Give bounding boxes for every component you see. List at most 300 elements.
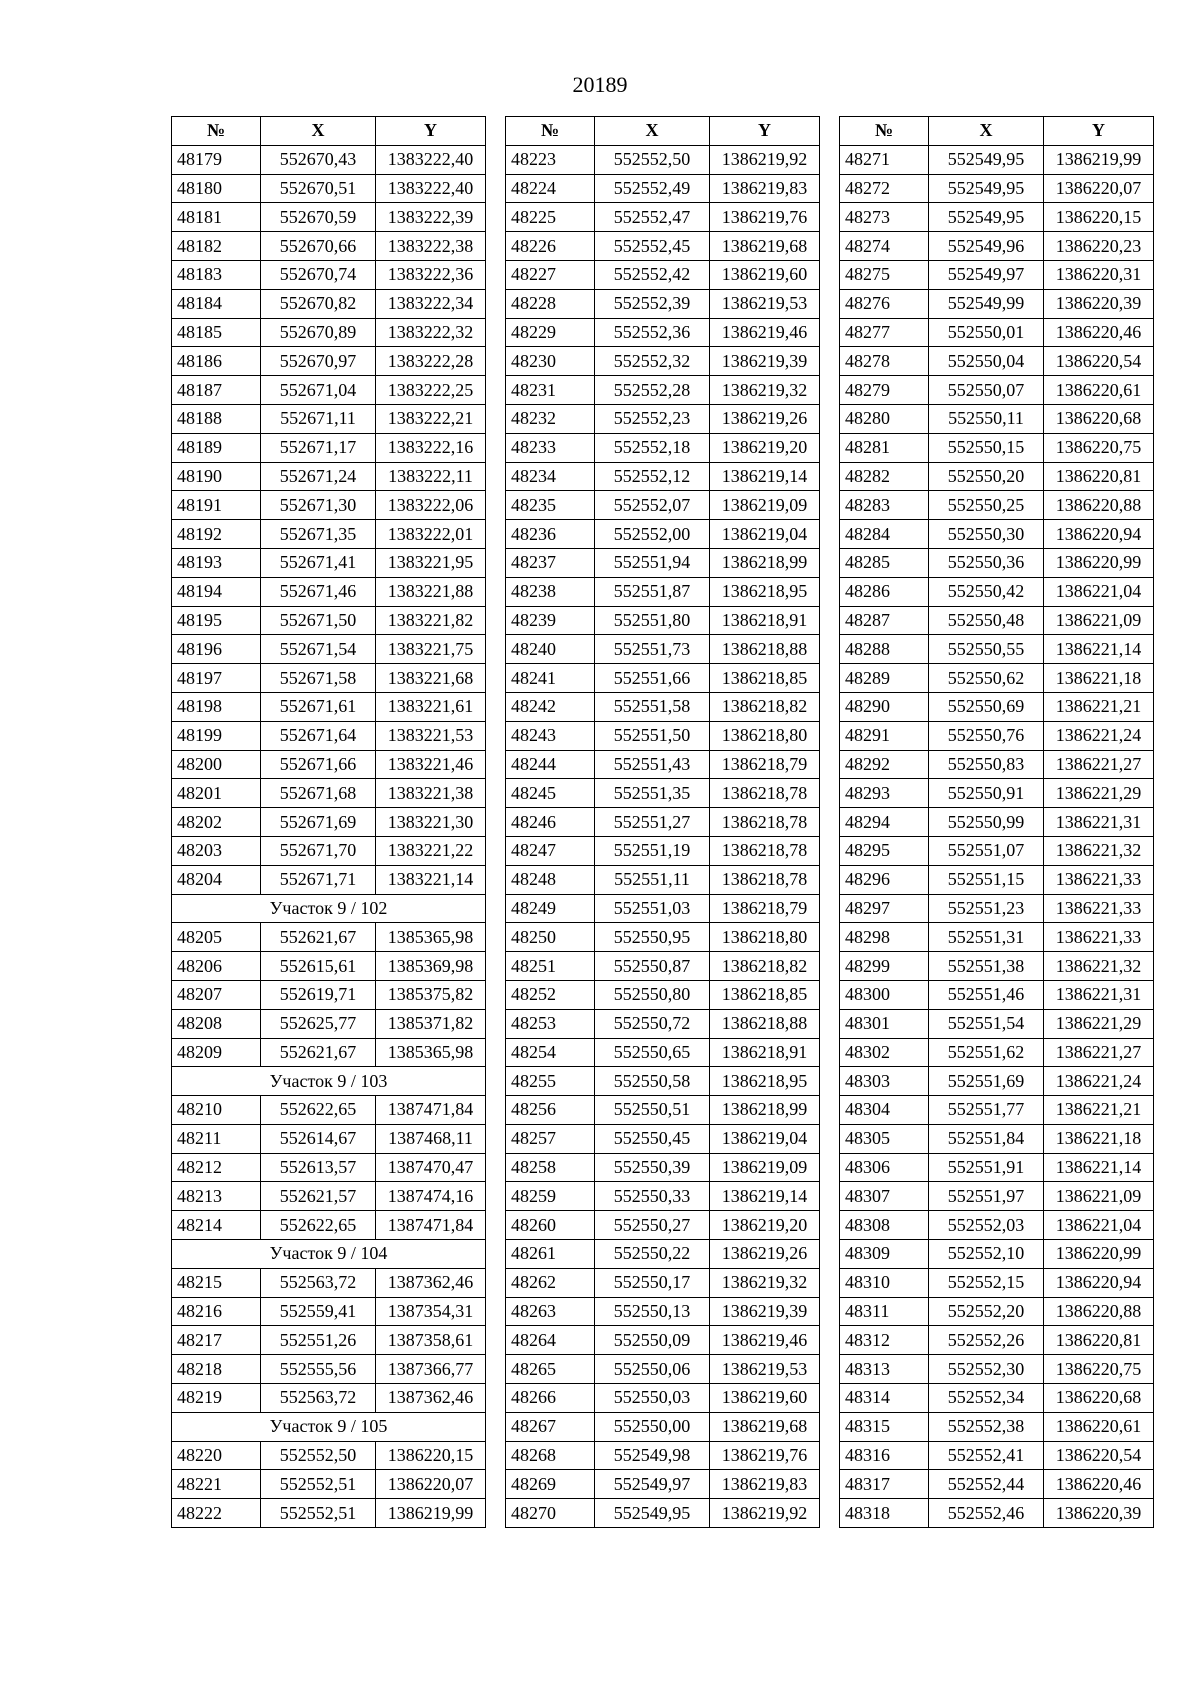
table-row — [506, 404, 820, 433]
table-row — [840, 491, 1154, 520]
x-coordinate-cell: 552549,98 — [595, 1441, 710, 1470]
x-coordinate-cell: 552615,61 — [261, 952, 376, 981]
y-coordinate-cell: 1386218,99 — [710, 1096, 820, 1125]
x-coordinate-cell: 552670,82 — [261, 289, 376, 318]
x-coordinate-cell: 552552,39 — [595, 289, 710, 318]
table-row — [172, 836, 486, 865]
x-coordinate-cell: 552550,03 — [595, 1384, 710, 1413]
y-coordinate-cell: 1386219,92 — [710, 145, 820, 174]
point-number-cell: 48217 — [172, 1326, 261, 1355]
y-coordinate-cell: 1386221,09 — [1044, 606, 1154, 635]
y-coordinate-cell: 1386220,61 — [1044, 376, 1154, 405]
table-row — [840, 721, 1154, 750]
table-row — [840, 1211, 1154, 1240]
x-coordinate-cell: 552670,59 — [261, 203, 376, 232]
y-coordinate-cell: 1386220,46 — [1044, 318, 1154, 347]
table-row — [506, 1441, 820, 1470]
header-row — [840, 117, 1154, 146]
page-number: 20189 — [572, 72, 628, 97]
table-row — [506, 1268, 820, 1297]
table-row — [840, 1038, 1154, 1067]
point-number-cell: 48224 — [506, 174, 595, 203]
x-coordinate-cell: 552550,69 — [929, 692, 1044, 721]
x-coordinate-cell: 552552,30 — [929, 1355, 1044, 1384]
point-number-cell: 48314 — [840, 1384, 929, 1413]
table-row — [506, 1153, 820, 1182]
table-row — [840, 1412, 1154, 1441]
x-coordinate-cell: 552550,27 — [595, 1211, 710, 1240]
point-number-cell: 48246 — [506, 808, 595, 837]
table-row — [506, 347, 820, 376]
table-row — [840, 779, 1154, 808]
table-row — [506, 433, 820, 462]
y-coordinate-cell: 1386221,33 — [1044, 894, 1154, 923]
point-number-cell: 48311 — [840, 1297, 929, 1326]
x-coordinate-cell: 552551,35 — [595, 779, 710, 808]
table-row — [506, 721, 820, 750]
y-coordinate-cell: 1386219,60 — [710, 1384, 820, 1413]
y-coordinate-cell: 1386221,18 — [1044, 1124, 1154, 1153]
table-row — [172, 347, 486, 376]
x-coordinate-cell: 552670,97 — [261, 347, 376, 376]
table-row — [506, 462, 820, 491]
x-coordinate-cell: 552550,83 — [929, 750, 1044, 779]
table-row — [172, 635, 486, 664]
y-coordinate-cell: 1383222,34 — [376, 289, 486, 318]
x-coordinate-cell: 552551,62 — [929, 1038, 1044, 1067]
table-row — [172, 232, 486, 261]
y-coordinate-cell: 1386220,07 — [376, 1470, 486, 1499]
point-number-cell: 48193 — [172, 548, 261, 577]
y-coordinate-cell: 1386221,04 — [1044, 577, 1154, 606]
y-coordinate-cell: 1386218,88 — [710, 1009, 820, 1038]
y-coordinate-cell: 1387362,46 — [376, 1268, 486, 1297]
point-number-cell: 48266 — [506, 1384, 595, 1413]
x-coordinate-cell: 552671,70 — [261, 836, 376, 865]
table-row — [172, 376, 486, 405]
table-row — [172, 606, 486, 635]
point-number-cell: 48196 — [172, 635, 261, 664]
table-row — [172, 980, 486, 1009]
point-number-cell: 48270 — [506, 1499, 595, 1528]
x-coordinate-cell: 552551,23 — [929, 894, 1044, 923]
table-row — [840, 1096, 1154, 1125]
x-coordinate-cell: 552550,13 — [595, 1297, 710, 1326]
table-row — [506, 1326, 820, 1355]
x-coordinate-cell: 552563,72 — [261, 1268, 376, 1297]
x-coordinate-cell: 552552,23 — [595, 404, 710, 433]
table-row — [840, 836, 1154, 865]
y-coordinate-cell: 1386220,15 — [1044, 203, 1154, 232]
x-coordinate-cell: 552670,66 — [261, 232, 376, 261]
x-coordinate-cell: 552671,11 — [261, 404, 376, 433]
y-coordinate-cell: 1386220,99 — [1044, 1240, 1154, 1269]
y-coordinate-cell: 1386220,75 — [1044, 433, 1154, 462]
y-coordinate-cell: 1387468,11 — [376, 1124, 486, 1153]
point-number-cell: 48303 — [840, 1067, 929, 1096]
y-coordinate-cell: 1383222,06 — [376, 491, 486, 520]
x-coordinate-cell: 552622,65 — [261, 1211, 376, 1240]
point-number-cell: 48225 — [506, 203, 595, 232]
point-number-cell: 48228 — [506, 289, 595, 318]
x-coordinate-cell: 552619,71 — [261, 980, 376, 1009]
x-coordinate-cell: 552671,64 — [261, 721, 376, 750]
table-row — [506, 836, 820, 865]
x-coordinate-cell: 552549,95 — [929, 174, 1044, 203]
point-number-cell: 48295 — [840, 836, 929, 865]
x-coordinate-cell: 552550,15 — [929, 433, 1044, 462]
y-coordinate-cell: 1386218,91 — [710, 606, 820, 635]
y-coordinate-cell: 1386221,21 — [1044, 692, 1154, 721]
y-coordinate-cell: 1383222,40 — [376, 174, 486, 203]
point-number-cell: 48316 — [840, 1441, 929, 1470]
table-row — [506, 232, 820, 261]
y-coordinate-cell: 1386218,85 — [710, 664, 820, 693]
point-number-cell: 48213 — [172, 1182, 261, 1211]
point-number-cell: 48280 — [840, 404, 929, 433]
point-number-cell: 48318 — [840, 1499, 929, 1528]
table-row — [840, 404, 1154, 433]
x-coordinate-cell: 552559,41 — [261, 1297, 376, 1326]
y-coordinate-cell: 1386219,92 — [710, 1499, 820, 1528]
y-coordinate-cell: 1386220,68 — [1044, 1384, 1154, 1413]
x-coordinate-cell: 552550,00 — [595, 1412, 710, 1441]
table-row — [840, 203, 1154, 232]
point-number-cell: 48285 — [840, 548, 929, 577]
section-label: Участок 9 / 105 — [172, 1412, 486, 1441]
point-number-cell: 48263 — [506, 1297, 595, 1326]
x-coordinate-cell: 552552,18 — [595, 433, 710, 462]
section-label: Участок 9 / 102 — [172, 894, 486, 923]
point-number-cell: 48232 — [506, 404, 595, 433]
x-coordinate-cell: 552671,61 — [261, 692, 376, 721]
table-row — [506, 779, 820, 808]
point-number-cell: 48306 — [840, 1153, 929, 1182]
point-number-cell: 48272 — [840, 174, 929, 203]
y-coordinate-cell: 1383221,75 — [376, 635, 486, 664]
x-coordinate-cell: 552552,49 — [595, 174, 710, 203]
y-coordinate-cell: 1386219,46 — [710, 1326, 820, 1355]
x-coordinate-cell: 552550,65 — [595, 1038, 710, 1067]
table-row — [506, 520, 820, 549]
table-row — [506, 1240, 820, 1269]
point-number-cell: 48309 — [840, 1240, 929, 1269]
y-coordinate-cell: 1383221,82 — [376, 606, 486, 635]
x-coordinate-cell: 552550,11 — [929, 404, 1044, 433]
x-coordinate-cell: 552552,36 — [595, 318, 710, 347]
header-y: Y — [376, 117, 486, 146]
x-coordinate-cell: 552552,38 — [929, 1412, 1044, 1441]
table-row — [840, 1182, 1154, 1211]
x-coordinate-cell: 552622,65 — [261, 1096, 376, 1125]
x-coordinate-cell: 552671,71 — [261, 865, 376, 894]
point-number-cell: 48304 — [840, 1096, 929, 1125]
point-number-cell: 48281 — [840, 433, 929, 462]
point-number-cell: 48236 — [506, 520, 595, 549]
point-number-cell: 48189 — [172, 433, 261, 462]
x-coordinate-cell: 552550,25 — [929, 491, 1044, 520]
table-row — [172, 1470, 486, 1499]
y-coordinate-cell: 1383221,22 — [376, 836, 486, 865]
y-coordinate-cell: 1386218,78 — [710, 836, 820, 865]
point-number-cell: 48201 — [172, 779, 261, 808]
y-coordinate-cell: 1386219,14 — [710, 462, 820, 491]
point-number-cell: 48283 — [840, 491, 929, 520]
x-coordinate-cell: 552551,58 — [595, 692, 710, 721]
table-row — [840, 577, 1154, 606]
table-row — [172, 1182, 486, 1211]
x-coordinate-cell: 552550,87 — [595, 952, 710, 981]
point-number-cell: 48240 — [506, 635, 595, 664]
y-coordinate-cell: 1386220,88 — [1044, 1297, 1154, 1326]
table-row — [172, 462, 486, 491]
x-coordinate-cell: 552549,96 — [929, 232, 1044, 261]
x-coordinate-cell: 552671,35 — [261, 520, 376, 549]
x-coordinate-cell: 552550,01 — [929, 318, 1044, 347]
point-number-cell: 48261 — [506, 1240, 595, 1269]
y-coordinate-cell: 1386219,83 — [710, 174, 820, 203]
point-number-cell: 48287 — [840, 606, 929, 635]
point-number-cell: 48184 — [172, 289, 261, 318]
y-coordinate-cell: 1383222,11 — [376, 462, 486, 491]
point-number-cell: 48297 — [840, 894, 929, 923]
header-y: Y — [710, 117, 820, 146]
header-number: № — [172, 117, 261, 146]
x-coordinate-cell: 552551,94 — [595, 548, 710, 577]
point-number-cell: 48219 — [172, 1384, 261, 1413]
table-row — [172, 548, 486, 577]
x-coordinate-cell: 552551,84 — [929, 1124, 1044, 1153]
y-coordinate-cell: 1383221,95 — [376, 548, 486, 577]
y-coordinate-cell: 1386221,14 — [1044, 1153, 1154, 1182]
point-number-cell: 48223 — [506, 145, 595, 174]
y-coordinate-cell: 1386220,94 — [1044, 520, 1154, 549]
point-number-cell: 48181 — [172, 203, 261, 232]
x-coordinate-cell: 552671,69 — [261, 808, 376, 837]
table-row — [172, 1124, 486, 1153]
point-number-cell: 48180 — [172, 174, 261, 203]
y-coordinate-cell: 1386219,20 — [710, 1211, 820, 1240]
x-coordinate-cell: 552671,50 — [261, 606, 376, 635]
point-number-cell: 48229 — [506, 318, 595, 347]
x-coordinate-cell: 552625,77 — [261, 1009, 376, 1038]
header-row — [506, 117, 820, 146]
table-row — [840, 318, 1154, 347]
x-coordinate-cell: 552550,17 — [595, 1268, 710, 1297]
x-coordinate-cell: 552552,42 — [595, 260, 710, 289]
x-coordinate-cell: 552551,11 — [595, 865, 710, 894]
header-x: X — [261, 117, 376, 146]
table-row — [506, 174, 820, 203]
point-number-cell: 48244 — [506, 750, 595, 779]
table-row — [172, 203, 486, 232]
table-row — [506, 1124, 820, 1153]
x-coordinate-cell: 552551,77 — [929, 1096, 1044, 1125]
y-coordinate-cell: 1387362,46 — [376, 1384, 486, 1413]
point-number-cell: 48209 — [172, 1038, 261, 1067]
x-coordinate-cell: 552550,91 — [929, 779, 1044, 808]
table-row — [506, 1009, 820, 1038]
point-number-cell: 48291 — [840, 721, 929, 750]
point-number-cell: 48212 — [172, 1153, 261, 1182]
x-coordinate-cell: 552550,45 — [595, 1124, 710, 1153]
table-row — [172, 779, 486, 808]
y-coordinate-cell: 1386218,79 — [710, 750, 820, 779]
x-coordinate-cell: 552551,43 — [595, 750, 710, 779]
point-number-cell: 48278 — [840, 347, 929, 376]
point-number-cell: 48255 — [506, 1067, 595, 1096]
table-row — [506, 145, 820, 174]
table-row — [172, 1009, 486, 1038]
y-coordinate-cell: 1386218,85 — [710, 980, 820, 1009]
point-number-cell: 48197 — [172, 664, 261, 693]
x-coordinate-cell: 552551,19 — [595, 836, 710, 865]
point-number-cell: 48241 — [506, 664, 595, 693]
y-coordinate-cell: 1383222,16 — [376, 433, 486, 462]
y-coordinate-cell: 1386221,31 — [1044, 980, 1154, 1009]
point-number-cell: 48310 — [840, 1268, 929, 1297]
y-coordinate-cell: 1386219,04 — [710, 520, 820, 549]
x-coordinate-cell: 552551,46 — [929, 980, 1044, 1009]
point-number-cell: 48242 — [506, 692, 595, 721]
table-row — [840, 232, 1154, 261]
x-coordinate-cell: 552552,03 — [929, 1211, 1044, 1240]
y-coordinate-cell: 1386221,31 — [1044, 808, 1154, 837]
x-coordinate-cell: 552550,42 — [929, 577, 1044, 606]
table-row — [506, 1038, 820, 1067]
coordinates-table-2 — [505, 116, 820, 1528]
point-number-cell: 48230 — [506, 347, 595, 376]
table-row — [840, 347, 1154, 376]
point-number-cell: 48276 — [840, 289, 929, 318]
y-coordinate-cell: 1386220,54 — [1044, 1441, 1154, 1470]
x-coordinate-cell: 552550,20 — [929, 462, 1044, 491]
x-coordinate-cell: 552552,28 — [595, 376, 710, 405]
y-coordinate-cell: 1383221,30 — [376, 808, 486, 837]
y-coordinate-cell: 1386219,76 — [710, 203, 820, 232]
point-number-cell: 48277 — [840, 318, 929, 347]
table-row — [506, 1384, 820, 1413]
point-number-cell: 48267 — [506, 1412, 595, 1441]
x-coordinate-cell: 552552,20 — [929, 1297, 1044, 1326]
point-number-cell: 48188 — [172, 404, 261, 433]
table-row — [172, 1096, 486, 1125]
table-row — [506, 548, 820, 577]
x-coordinate-cell: 552670,74 — [261, 260, 376, 289]
point-number-cell: 48262 — [506, 1268, 595, 1297]
x-coordinate-cell: 552552,46 — [929, 1499, 1044, 1528]
table-row — [840, 1355, 1154, 1384]
table-row — [506, 1470, 820, 1499]
point-number-cell: 48317 — [840, 1470, 929, 1499]
y-coordinate-cell: 1386220,81 — [1044, 462, 1154, 491]
point-number-cell: 48211 — [172, 1124, 261, 1153]
point-number-cell: 48254 — [506, 1038, 595, 1067]
y-coordinate-cell: 1383222,28 — [376, 347, 486, 376]
x-coordinate-cell: 552621,67 — [261, 923, 376, 952]
point-number-cell: 48215 — [172, 1268, 261, 1297]
x-coordinate-cell: 552552,26 — [929, 1326, 1044, 1355]
x-coordinate-cell: 552671,68 — [261, 779, 376, 808]
point-number-cell: 48208 — [172, 1009, 261, 1038]
x-coordinate-cell: 552614,67 — [261, 1124, 376, 1153]
table-row — [840, 1124, 1154, 1153]
point-number-cell: 48226 — [506, 232, 595, 261]
point-number-cell: 48243 — [506, 721, 595, 750]
table-row — [172, 808, 486, 837]
table-row — [840, 520, 1154, 549]
x-coordinate-cell: 552551,15 — [929, 865, 1044, 894]
table-row — [840, 1297, 1154, 1326]
section-label: Участок 9 / 104 — [172, 1240, 486, 1269]
table-row — [506, 1499, 820, 1528]
y-coordinate-cell: 1383222,39 — [376, 203, 486, 232]
x-coordinate-cell: 552552,00 — [595, 520, 710, 549]
x-coordinate-cell: 552670,43 — [261, 145, 376, 174]
x-coordinate-cell: 552552,34 — [929, 1384, 1044, 1413]
y-coordinate-cell: 1386218,80 — [710, 721, 820, 750]
table-row — [172, 318, 486, 347]
point-number-cell: 48210 — [172, 1096, 261, 1125]
y-coordinate-cell: 1386221,33 — [1044, 923, 1154, 952]
point-number-cell: 48198 — [172, 692, 261, 721]
y-coordinate-cell: 1386220,54 — [1044, 347, 1154, 376]
point-number-cell: 48194 — [172, 577, 261, 606]
point-number-cell: 48313 — [840, 1355, 929, 1384]
y-coordinate-cell: 1386218,78 — [710, 779, 820, 808]
x-coordinate-cell: 552671,17 — [261, 433, 376, 462]
table-row — [840, 606, 1154, 635]
y-coordinate-cell: 1383222,32 — [376, 318, 486, 347]
table-row — [172, 750, 486, 779]
point-number-cell: 48233 — [506, 433, 595, 462]
header-x: X — [595, 117, 710, 146]
y-coordinate-cell: 1387358,61 — [376, 1326, 486, 1355]
x-coordinate-cell: 552671,04 — [261, 376, 376, 405]
table-row — [506, 894, 820, 923]
y-coordinate-cell: 1386218,95 — [710, 577, 820, 606]
x-coordinate-cell: 552551,03 — [595, 894, 710, 923]
table-row — [172, 289, 486, 318]
x-coordinate-cell: 552552,47 — [595, 203, 710, 232]
y-coordinate-cell: 1386219,32 — [710, 1268, 820, 1297]
y-coordinate-cell: 1386220,15 — [376, 1441, 486, 1470]
y-coordinate-cell: 1386218,95 — [710, 1067, 820, 1096]
y-coordinate-cell: 1386219,46 — [710, 318, 820, 347]
table-row — [506, 980, 820, 1009]
point-number-cell: 48315 — [840, 1412, 929, 1441]
y-coordinate-cell: 1386219,53 — [710, 289, 820, 318]
y-coordinate-cell: 1386221,04 — [1044, 1211, 1154, 1240]
table-row — [840, 1326, 1154, 1355]
y-coordinate-cell: 1386218,78 — [710, 808, 820, 837]
x-coordinate-cell: 552552,51 — [261, 1499, 376, 1528]
point-number-cell: 48227 — [506, 260, 595, 289]
table-row — [840, 894, 1154, 923]
table-row — [506, 577, 820, 606]
point-number-cell: 48288 — [840, 635, 929, 664]
section-row — [172, 1240, 486, 1269]
x-coordinate-cell: 552550,22 — [595, 1240, 710, 1269]
point-number-cell: 48245 — [506, 779, 595, 808]
point-number-cell: 48308 — [840, 1211, 929, 1240]
y-coordinate-cell: 1386220,23 — [1044, 232, 1154, 261]
x-coordinate-cell: 552549,97 — [595, 1470, 710, 1499]
y-coordinate-cell: 1386220,07 — [1044, 174, 1154, 203]
y-coordinate-cell: 1386219,32 — [710, 376, 820, 405]
table-row — [172, 491, 486, 520]
table-row — [840, 664, 1154, 693]
